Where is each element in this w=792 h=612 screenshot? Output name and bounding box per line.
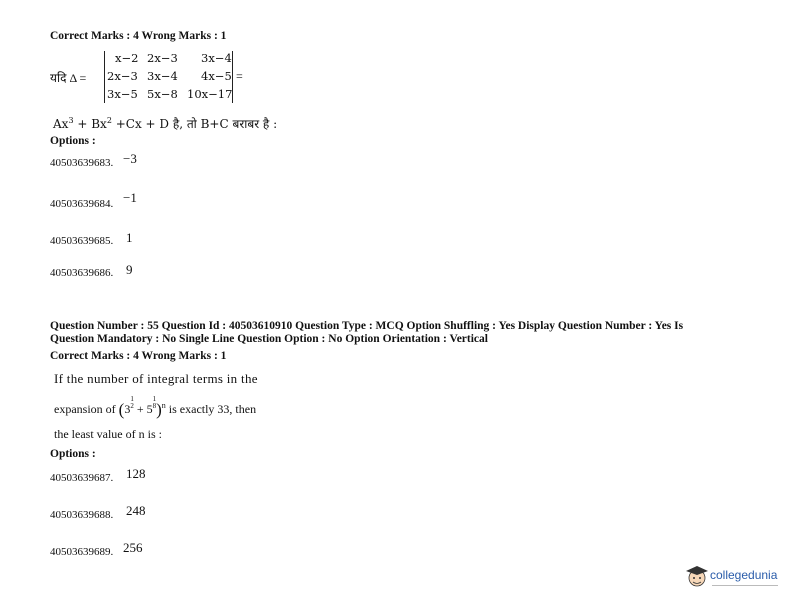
q55-options-label: Options : <box>50 448 96 460</box>
q54-marks: Correct Marks : 4 Wrong Marks : 1 <box>50 30 227 42</box>
collegedunia-logo <box>684 563 784 593</box>
det-cell: 10x−17 <box>187 87 233 101</box>
q55-header-line1: Question Number : 55 Question Id : 40503610910 Question Type : MCQ Option Shuffling : Yes Display Question Number : Yes Is <box>50 320 684 332</box>
q54-det-prefix: यदि Δ = <box>50 71 87 85</box>
det-cell: 5x−8 <box>147 87 178 101</box>
q55-line3: the least value of n is : <box>54 427 162 441</box>
option-id: 40503639687. <box>50 472 114 484</box>
option-value: 256 <box>123 540 143 555</box>
option-value: 1 <box>126 230 133 245</box>
option-id: 40503639685. <box>50 235 114 247</box>
q55-exp-prefix: expansion of <box>54 402 116 416</box>
logo-tagline-line <box>712 585 778 586</box>
q54-polynomial: $Ax^3 + Bx^2 +Cx + D$ है, तो B+C बराबर है : <box>53 116 278 131</box>
option-value: 9 <box>126 262 133 277</box>
option-value: 248 <box>126 503 146 518</box>
q55-expansion: expansion of (31 2 + 51 8)$^n$ is exactly 33, then <box>54 395 257 419</box>
q55-marks: Correct Marks : 4 Wrong Marks : 1 <box>50 350 227 362</box>
q55-exp-suffix: is exactly 33, then <box>168 402 257 416</box>
option-id: 40503639684. <box>50 198 114 210</box>
option-value: 128 <box>126 466 146 481</box>
option-value: −1 <box>123 190 137 205</box>
determinant <box>104 51 233 103</box>
q55-line1: If the number of integral terms in the <box>54 371 258 386</box>
det-cell: 2x−3 <box>107 69 138 83</box>
graduate-mascot-icon <box>684 563 710 591</box>
det-cell: 3x−4 <box>147 69 178 83</box>
option-id: 40503639683. <box>50 157 114 169</box>
det-cell: 3x−4 <box>201 51 232 65</box>
option-id: 40503639688. <box>50 509 114 521</box>
logo-text: collegedunia <box>710 568 778 582</box>
option-id: 40503639686. <box>50 267 114 279</box>
q54-options-label: Options : <box>50 135 96 147</box>
q55-header-line2: Question Mandatory : No Single Line Question Option : No Option Orientation : Vertical <box>50 333 488 345</box>
option-value: −3 <box>123 151 137 166</box>
det-cell: x−2 <box>115 51 139 65</box>
det-cell: 2x−3 <box>147 51 178 65</box>
det-cell: 3x−5 <box>107 87 138 101</box>
det-equals: = <box>236 69 243 83</box>
det-cell: 4x−5 <box>201 69 232 83</box>
option-id: 40503639689. <box>50 546 114 558</box>
